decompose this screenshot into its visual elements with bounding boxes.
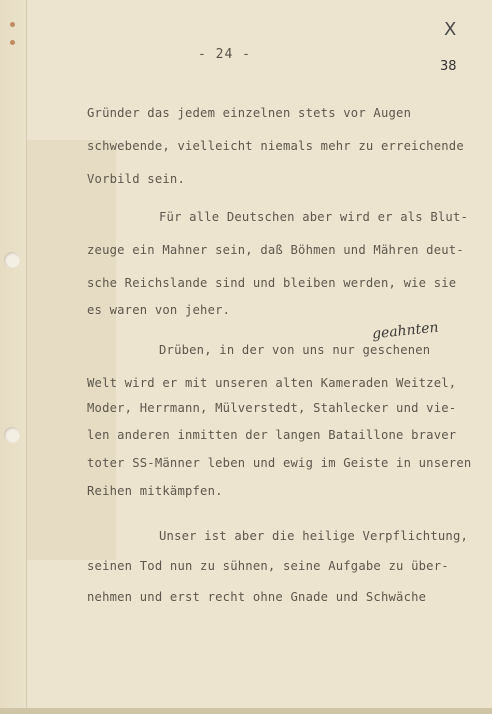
page-number: - 24 - [198, 47, 251, 62]
corner-mark: X [444, 19, 457, 40]
text-line: Vorbild sein. [87, 172, 185, 186]
text-line: Welt wird er mit unseren alten Kameraden Weitzel, [87, 376, 457, 390]
folio-number: 38 [440, 59, 457, 74]
text-line: Gründer das jedem einzelnen stets vor Augen [87, 106, 412, 120]
margin-mark [10, 22, 15, 27]
punch-hole [4, 427, 20, 443]
text-line: zeuge ein Mahner sein, daß Böhmen und Mähren deut- [87, 243, 464, 257]
text-line: Moder, Herrmann, Mülverstedt, Stahlecker und vie- [87, 401, 457, 415]
text-line: nehmen und erst recht ohne Gnade und Schwäche [87, 590, 427, 604]
margin-mark [10, 40, 15, 45]
page-bottom-edge [0, 708, 492, 714]
handwritten-annotation: geahnten [371, 319, 440, 343]
text-line: es waren von jeher. [87, 303, 231, 317]
text-line: len anderen inmitten der langen Bataillone braver [87, 428, 457, 442]
text-line: Für alle Deutschen aber wird er als Blut- [159, 210, 469, 224]
text-line: Drüben, in der von uns nur geschenen [159, 343, 431, 357]
binding-margin [0, 0, 27, 714]
text-line: Reihen mitkämpfen. [87, 484, 223, 498]
text-line: Unser ist aber die heilige Verpflichtung, [159, 529, 469, 543]
text-line: toter SS-Männer leben und ewig im Geiste in unseren [87, 456, 472, 470]
text-line: seinen Tod nun zu sühnen, seine Aufgabe zu über- [87, 559, 449, 573]
punch-hole [4, 252, 20, 268]
text-line: sche Reichslande sind und bleiben werden, wie sie [87, 276, 457, 290]
text-line: schwebende, vielleicht niemals mehr zu erreichende [87, 139, 464, 153]
